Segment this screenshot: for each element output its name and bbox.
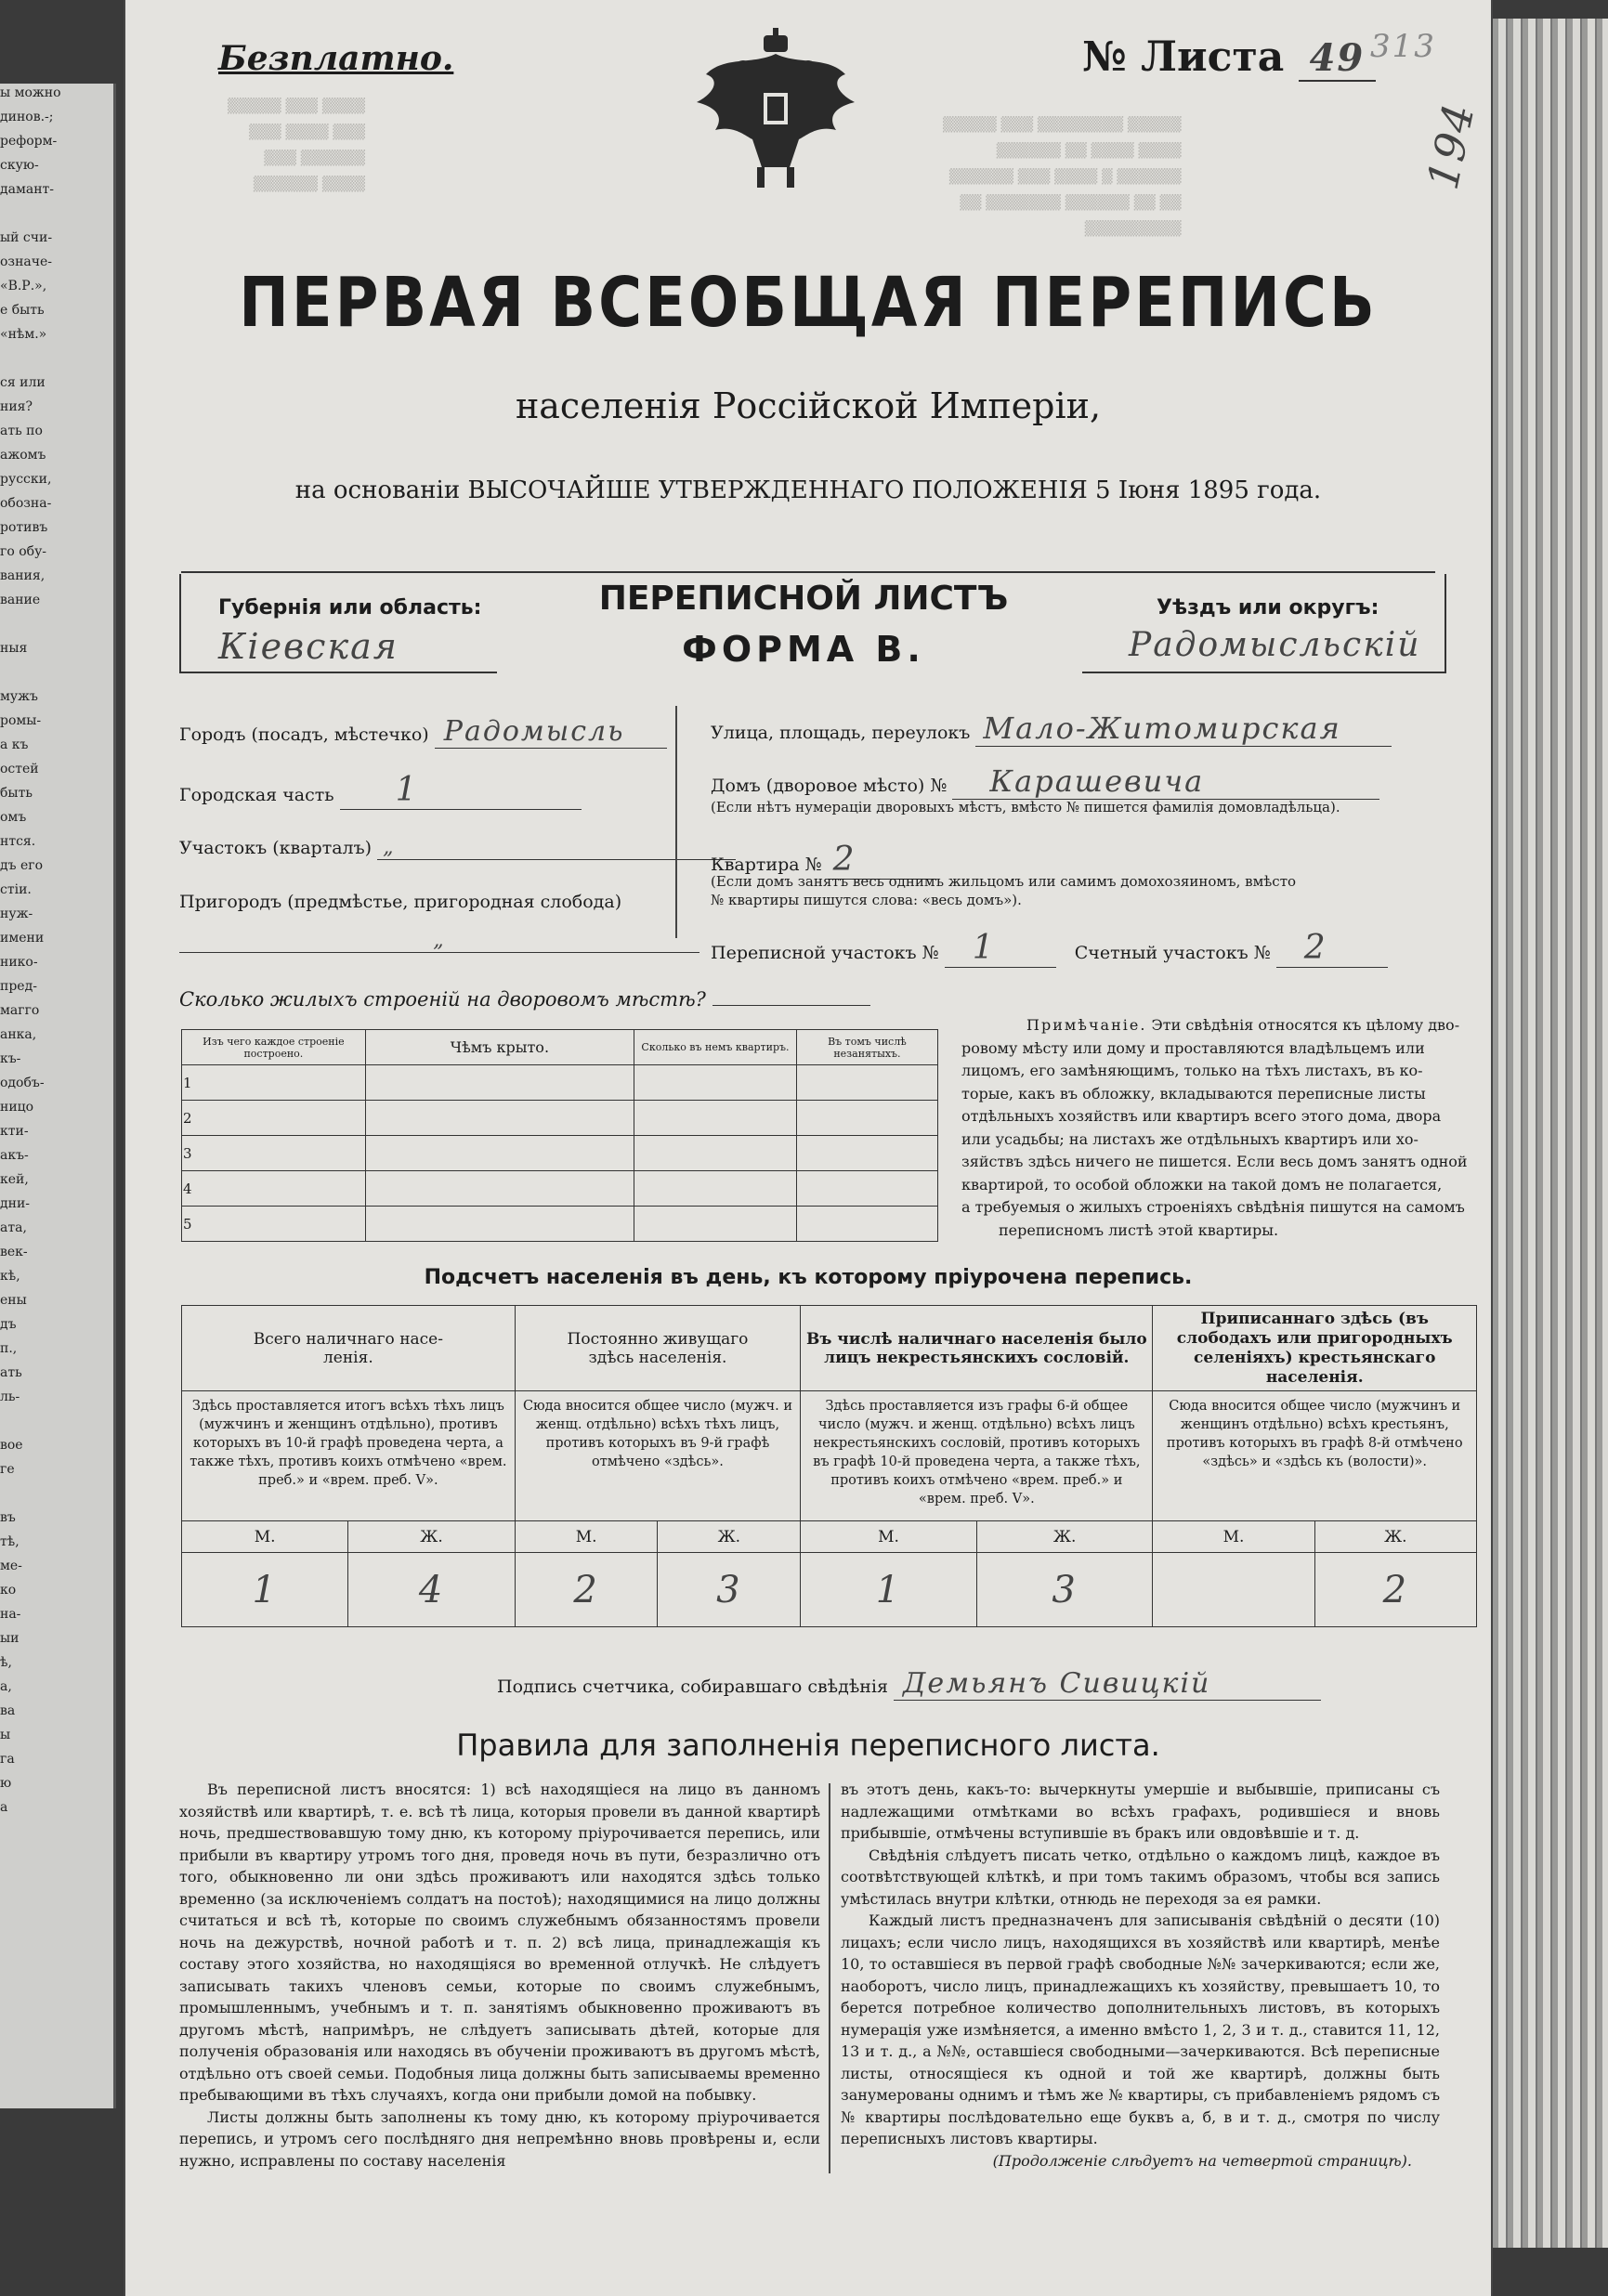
adjacent-page-line: ль-	[0, 1389, 20, 1404]
street-value: Мало-Житомирская	[975, 711, 1392, 747]
precinct-row	[179, 836, 736, 860]
street-label: Улица, площадь, переулокъ	[711, 723, 971, 743]
pop-desc-permanent: Сюда вносится общее число (мужч. и женщ. отдѣльно) всѣхъ тѣхъ лицъ, противъ которыхъ въ 9-й графѣ отмѣчено «здѣсь».	[515, 1391, 800, 1521]
counting-section-label: Счетный участокъ №	[1074, 943, 1271, 963]
adjacent-page-line: означе-	[0, 254, 53, 269]
adjacent-page-line	[0, 663, 113, 682]
apartment-note-2: № квартиры пишутся слова: «весь домъ»).	[711, 892, 1022, 908]
adjacent-page-text	[0, 84, 113, 2108]
pop-desc-nonpeasant: Здѣсь проставляется изъ графы 6-й общее число (мужч. и женщ. отдѣльно) всѣхъ лицъ некрестьянскихъ сословiй, противъ которыхъ въ графѣ 10-й проведена черта, а также тѣхъ, противъ коихъ отмѣчено «врем. преб.» и «врем. преб. V».	[801, 1391, 1153, 1521]
buildings-table	[181, 1029, 938, 1242]
form-name: ФОРМА В.	[682, 629, 925, 670]
adjacent-page-line: ротивъ	[0, 520, 48, 535]
note-block	[961, 1014, 1468, 1242]
adjacent-page-line: остей	[0, 762, 39, 776]
subtitle: населенiя Россiйской Имперiи,	[515, 385, 1102, 426]
pop-nonpeasant-m: 1	[801, 1553, 977, 1627]
buildings-answer	[712, 986, 870, 1006]
adjacent-page-line: а къ	[0, 737, 29, 752]
house-value: Карашевича	[952, 763, 1379, 800]
adjacent-page-line: ыи	[0, 1631, 20, 1646]
adjacent-page-line: динов.-;	[0, 110, 54, 124]
province-value: Кiевская	[218, 626, 399, 667]
signature-label: Подпись счетчика, собиравшаго свѣдѣнiя	[497, 1676, 888, 1697]
adjacent-page-line: быть	[0, 786, 33, 801]
pop-header-nonpeasant: Въ числѣ наличнаго населенiя было лицъ некрестьянскихъ сословiй.	[801, 1306, 1153, 1391]
divider	[181, 571, 1435, 573]
population-table	[181, 1305, 1477, 1627]
buildings-header-material: Изъ чего каждое строенiе построено.	[182, 1030, 366, 1065]
buildings-question: Сколько жилыхъ строенiй на дворовомъ мѣстѣ?	[179, 988, 706, 1011]
pop-header-total: Всего наличнаго насе- ленiя.	[182, 1306, 516, 1391]
pop-m-label-3: М.	[801, 1521, 977, 1553]
note-line-4: торые, какъ въ обложку, вкладываются переписные листы	[961, 1084, 1426, 1102]
adjacent-page-line: ата,	[0, 1220, 27, 1235]
adjacent-page-line: ажомъ	[0, 448, 46, 463]
adjacent-page-line: ы	[0, 1728, 11, 1742]
form-title: ПЕРЕПИСНОЙ ЛИСТЪ	[598, 580, 1009, 618]
double-headed-eagle-emblem	[687, 28, 864, 195]
census-section-label: Переписной участокъ №	[711, 943, 939, 963]
adjacent-page-line: кти-	[0, 1124, 29, 1139]
adjacent-page-line: дни-	[0, 1196, 31, 1211]
adjacent-page	[0, 84, 116, 2108]
house-note: (Если нѣтъ нумерацiи дворовыхъ мѣстъ, вмѣсто № пишется фамилiя домовладѣльца).	[711, 799, 1340, 815]
city-part-value: 1	[340, 771, 582, 810]
note-line-7: зяйствъ здѣсь ничего не пишется. Если весь домъ занятъ одной	[961, 1153, 1468, 1170]
sheet-number-label	[1082, 33, 1376, 81]
column-divider	[675, 706, 677, 938]
pop-peasant-f: 2	[1314, 1553, 1476, 1627]
pop-m-label-1: М.	[182, 1521, 348, 1553]
stacked-page-edges	[1478, 19, 1608, 2248]
adjacent-page-line: ницо	[0, 1100, 34, 1115]
adjacent-page-line: на-	[0, 1607, 21, 1622]
buildings-header-vacant: Въ томъ числѣ незанятыхъ.	[796, 1030, 937, 1065]
adjacent-page-line: «нѣм.»	[0, 327, 47, 342]
suburb-row	[179, 892, 621, 912]
archive-page-number: 194	[1417, 98, 1485, 194]
precinct-value: „	[377, 836, 736, 860]
house-row	[711, 763, 1379, 800]
adjacent-page-line	[0, 204, 113, 223]
apartment-value: 2	[828, 841, 935, 880]
city-label: Городъ (посадъ, мѣстечко)	[179, 724, 429, 745]
bleed-through-left: ▒▒▒▒ ▒▒▒ ▒▒▒▒▒ ▒▒▒ ▒▒▒▒ ▒▒▒ ▒▒▒▒▒▒ ▒▒▒ ▒▒▒▒ ▒▒▒▒▒▒	[228, 98, 365, 192]
rules-left-paragraph-2: Листы должны быть заполнены къ тому дню, къ которому прiурочивается перепись, и утромъ сего послѣдняго дня непремѣнно вновь провѣрены и, если нужно, исправлены по составу населенiя	[179, 2107, 820, 2170]
rules-right-column	[841, 1779, 1440, 2172]
pop-header-permanent: Постоянно живущаго здѣсь населенiя.	[515, 1306, 800, 1391]
adjacent-page-line: вание	[0, 593, 41, 607]
rules-right-paragraph-2: Свѣдѣнiя слѣдуетъ писать четко, отдѣльно о каждомъ лицѣ, каждое въ соотвѣтствующей клѣткѣ, и при томъ такимъ образомъ, чтобы вся запись умѣстилась внутри клѣтки, отнюдь не переходя за ея рамки.	[841, 1846, 1440, 1908]
legal-basis: на основанiи ВЫСОЧАЙШЕ УТВЕРЖДЕННАГО ПОЛОЖЕНIЯ 5 Iюня 1895 года.	[294, 476, 1322, 504]
note-line-8: квартирой, то особой обложки на такой домъ не полагается,	[961, 1175, 1443, 1194]
adjacent-page-line: акъ-	[0, 1148, 29, 1163]
house-label: Домъ (дворовое мѣсто) №	[711, 776, 948, 796]
note-line-6: или усадьбы; на листахъ же отдѣльныхъ квартиръ или хо-	[961, 1129, 1418, 1148]
pop-desc-total: Здѣсь проставляется итогъ всѣхъ тѣхъ лицъ (мужчинъ и женщинъ отдѣльно), противъ которыхъ въ 10-й графѣ проведена черта, а также тѣхъ, противъ коихъ отмѣчено «врем. преб.» и «врем. преб. V».	[182, 1391, 516, 1521]
buildings-header-roof: Чѣмъ крыто.	[365, 1030, 634, 1065]
pop-f-label-4: Ж.	[1314, 1521, 1476, 1553]
buildings-question-row	[179, 986, 870, 1011]
note-line-1: Эти свѣдѣнiя относятся къ цѣлому дво-	[1151, 1016, 1460, 1034]
adjacent-page-line: анка,	[0, 1027, 37, 1042]
sheet-number-stamp: 313	[1370, 28, 1436, 65]
rules-right-paragraph-3: Каждый листъ предназначенъ для записыванiя свѣдѣнiй о десяти (10) лицахъ; если число лицъ, находящихся въ хозяйствѣ или квартирѣ, менѣе 10, то оставшiеся въ первой графѣ свободные №№ зачеркиваются; если же, наоборотъ, число лицъ, принадлежащихъ къ хозяйству, превышаетъ 10, то берется потребное количество дополнительныхъ листовъ, въ которыхъ нумерацiя уже измѣняется, а именно вмѣсто 1, 2, 3 и т. д., ставится 11, 12, 13 и т. д., а №№, оставшiеся свободными—зачеркиваются. Всѣ переписные листы, относящiеся къ одной и той же квартирѣ, должны быть занумерованы однимъ и тѣмъ же № квартиры, съ прибавленiемъ рядомъ съ № квартиры послѣдовательно еще буквъ а, б, в и т. д., смотря по числу переписныхъ листовъ квартиры.	[841, 1911, 1440, 2147]
adjacent-page-line: нико-	[0, 955, 38, 970]
buildings-row-2: 2	[182, 1101, 366, 1136]
buildings-header-apartments: Сколько въ немъ квартиръ.	[634, 1030, 797, 1065]
adjacent-page-line: ва	[0, 1703, 16, 1718]
rules-left-paragraph-1: Въ переписной листъ вносятся: 1) всѣ находящiеся на лицо въ данномъ хозяйствѣ или квартирѣ, т. е. всѣ тѣ лица, которыя провели въ данной квартирѣ ночь, предшествовавшую тому дню, къ которому прiурочивается перепись, или прибыли въ квартиру утромъ того дня, проведя ночь въ пути, безразлично отъ того, обыкновенно ли они здѣсь проживаютъ или находятся здѣсь только временно (за исключенiемъ солдатъ на постоѣ); находящимися на лицо должны считаться и всѣ тѣ, которые по своимъ служебнымъ обязанностямъ провели ночь на дежурствѣ, ночной работѣ и т. п. 2) всѣ лица, принадлежащiя къ составу этого хозяйства, но находящiяся во временной отлучкѣ. Не слѣдуетъ записывать такихъ членовъ семьи, которые по своимъ служебнымъ, промышленнымъ, учебнымъ и т. п. занятiямъ обыкновенно проживаютъ въ другомъ мѣстѣ, напримѣръ, не слѣдуетъ записывать дѣтей, которые для полученiя образованiя или находясь въ обученiи проживаютъ въ другомъ мѣстѣ, отдѣльно отъ своей семьи. Подобныя лица должны быть записываемы временно пребывающими въ тѣхъ случаяхъ, когда они прибыли домой на побывку.	[179, 1781, 820, 2104]
sheet-label: № Листа	[1082, 33, 1285, 81]
adjacent-page-line: нуж-	[0, 907, 33, 921]
adjacent-page-line: въ	[0, 1510, 16, 1525]
city-part-label: Городская часть	[179, 785, 334, 805]
counting-section-value: 2	[1276, 929, 1388, 968]
adjacent-page-line	[0, 615, 113, 633]
buildings-row-5: 5	[182, 1207, 366, 1242]
main-title: ПЕРВАЯ ВСЕОБЩАЯ ПЕРЕПИСЬ	[239, 264, 1378, 344]
census-section-value: 1	[945, 929, 1056, 968]
pop-total-f: 4	[348, 1553, 515, 1627]
adjacent-page-line: нтся.	[0, 834, 36, 849]
note-line-3: лицомъ, его замѣняющимъ, только на тѣхъ листахъ, въ ко-	[961, 1062, 1423, 1079]
free-label: Безплатно.	[218, 39, 454, 78]
pop-m-label-4: М.	[1153, 1521, 1314, 1553]
buildings-row-4: 4	[182, 1171, 366, 1207]
adjacent-page-line: стiи.	[0, 882, 32, 897]
adjacent-page-line: ать по	[0, 424, 43, 438]
adjacent-page-line: ы можно	[0, 85, 61, 100]
rules-right-paragraph-1: въ этотъ день, какъ-то: вычеркнуты умершiе и выбывшiе, приписаны съ надлежащими отмѣтками во всѣхъ графахъ, родившiеся и вновь прибывшiе, отмѣчены вступившiе въ бракъ или овдовѣвшiе и т. д.	[841, 1781, 1440, 1842]
adjacent-page-line: пред-	[0, 979, 37, 994]
population-title: Подсчетъ населенiя въ день, къ которому прiурочена перепись.	[424, 1266, 1193, 1289]
precinct-label: Участокъ (кварталъ)	[179, 838, 373, 858]
adjacent-page-line: обозна-	[0, 496, 52, 511]
adjacent-page-line: ый счи-	[0, 230, 53, 245]
pop-total-m: 1	[182, 1553, 348, 1627]
pop-m-label-2: М.	[515, 1521, 658, 1553]
pop-nonpeasant-f: 3	[976, 1553, 1153, 1627]
signature-row	[497, 1667, 1321, 1701]
district-value: Радомысльскiй	[1129, 626, 1421, 664]
adjacent-page-line: ѣ,	[0, 1655, 12, 1670]
note-line-2: ровому мѣсту или дому и проставляются владѣльцемъ или	[961, 1038, 1425, 1057]
pop-f-label-1: Ж.	[348, 1521, 515, 1553]
signature-value: Демьянъ Сивицкiй	[894, 1667, 1321, 1701]
adjacent-page-line: ромы-	[0, 713, 42, 728]
city-row	[179, 715, 667, 749]
note-line-5: отдѣльныхъ хозяйствъ или квартиръ всего этого дома, двора	[961, 1107, 1442, 1125]
adjacent-page-line: век-	[0, 1245, 28, 1259]
adjacent-page-line: вое	[0, 1438, 23, 1453]
sheet-number: 49	[1299, 36, 1377, 82]
street-row	[711, 711, 1392, 747]
pop-desc-peasant: Сюда вносится общее число (мужчинъ и женщинъ отдѣльно) всѣхъ крестьянъ, противъ которыхъ въ графѣ 8-й отмѣчено «здѣсь» и «здѣсь къ (волости)».	[1153, 1391, 1477, 1521]
census-form-page	[125, 0, 1491, 2296]
apartment-note-1: (Если домъ занятъ весь однимъ жильцомъ или самимъ домохозяиномъ, вмѣсто	[711, 873, 1297, 890]
rules-continuation: (Продолженiе слѣдуетъ на четвертой страницѣ).	[992, 2151, 1412, 2170]
form-title-block	[497, 574, 1110, 670]
pop-f-label-2: Ж.	[658, 1521, 801, 1553]
adjacent-page-line: кѣ,	[0, 1269, 20, 1284]
adjacent-page-line: дамант-	[0, 182, 55, 197]
adjacent-page-line: русски,	[0, 472, 52, 487]
adjacent-page-line: ся или	[0, 375, 46, 390]
adjacent-page-line: ать	[0, 1365, 22, 1380]
city-part-row	[179, 771, 582, 810]
adjacent-page-line: кей,	[0, 1172, 29, 1187]
adjacent-page-line: мужъ	[0, 689, 38, 704]
district-label: Уѣздъ или округъ:	[1157, 596, 1379, 620]
adjacent-page-line: ены	[0, 1293, 27, 1308]
adjacent-page-line: «В.Р.»,	[0, 279, 47, 294]
adjacent-page-line: ге	[0, 1462, 15, 1477]
suburb-value: „	[179, 929, 699, 953]
adjacent-page-line: п.,	[0, 1341, 18, 1356]
pop-permanent-m: 2	[515, 1553, 658, 1627]
rules-column-divider	[829, 1783, 830, 2173]
note-line-9: а требуемыя о жилыхъ строенiяхъ свѣдѣнiя пишутся на самомъ	[961, 1198, 1465, 1216]
adjacent-page-line	[0, 349, 113, 368]
rules-title: Правила для заполненiя переписного листа.	[456, 1728, 1160, 1763]
adjacent-page-line: ко	[0, 1583, 17, 1598]
buildings-row-1: 1	[182, 1065, 366, 1101]
adjacent-page-line: а,	[0, 1679, 12, 1694]
province-label: Губернiя или область:	[218, 596, 482, 620]
sections-row	[711, 929, 1388, 968]
bleed-through-right: ▒▒▒▒▒ ▒▒▒▒▒▒▒▒ ▒▒▒ ▒▒▒▒▒ ▒▒▒▒ ▒▒▒▒ ▒▒ ▒▒▒▒▒▒ ▒▒▒▒▒▒ ▒ ▒▒▒▒ ▒▒▒ ▒▒▒▒▒▒ ▒▒ ▒▒ ▒▒▒▒▒▒ ▒▒▒▒▒▒▒ ▒▒ ▒▒▒▒▒▒▒▒▒	[943, 116, 1182, 237]
adjacent-page-line: дъ	[0, 1317, 17, 1332]
pop-permanent-f: 3	[658, 1553, 801, 1627]
adjacent-page-line: одобъ-	[0, 1076, 45, 1090]
adjacent-page-line: ю	[0, 1776, 12, 1791]
adjacent-page-line	[0, 1412, 113, 1430]
adjacent-page-line: а	[0, 1800, 8, 1815]
adjacent-page-line: ме-	[0, 1559, 22, 1573]
adjacent-page-line: ния?	[0, 399, 33, 414]
adjacent-page-line: го обу-	[0, 544, 47, 559]
adjacent-page-line: вания,	[0, 568, 46, 583]
adjacent-page-line: тѣ,	[0, 1534, 20, 1549]
province-box	[179, 574, 497, 673]
suburb-label: Пригородъ (предмѣстье, пригородная слобода)	[179, 892, 622, 912]
adjacent-page-line: дъ его	[0, 858, 44, 873]
adjacent-page-line: ныя	[0, 641, 28, 656]
adjacent-page-line: реформ-	[0, 134, 58, 149]
pop-peasant-m	[1153, 1553, 1314, 1627]
buildings-row-3: 3	[182, 1136, 366, 1171]
rules-left-column	[179, 1779, 820, 2172]
adjacent-page-line: га	[0, 1752, 15, 1767]
pop-f-label-3: Ж.	[976, 1521, 1153, 1553]
district-box	[1082, 574, 1446, 673]
adjacent-page-line: е быть	[0, 303, 45, 318]
note-label: Примѣчанiе.	[1026, 1016, 1147, 1034]
pop-header-peasant: Приписаннаго здѣсь (въ слободахъ или пригородныхъ селенiяхъ) крестьянскаго населенiя.	[1153, 1306, 1477, 1391]
adjacent-page-line	[0, 1484, 113, 1503]
adjacent-page-line: скую-	[0, 158, 39, 173]
city-value: Радомысль	[435, 715, 667, 749]
apartment-label: Квартира №	[711, 854, 822, 875]
note-line-10: переписномъ листѣ этой квартиры.	[999, 1220, 1279, 1239]
adjacent-page-line: магго	[0, 1003, 40, 1018]
adjacent-page-line: имени	[0, 931, 45, 946]
adjacent-page-line: къ-	[0, 1051, 21, 1066]
adjacent-page-line: омъ	[0, 810, 27, 825]
